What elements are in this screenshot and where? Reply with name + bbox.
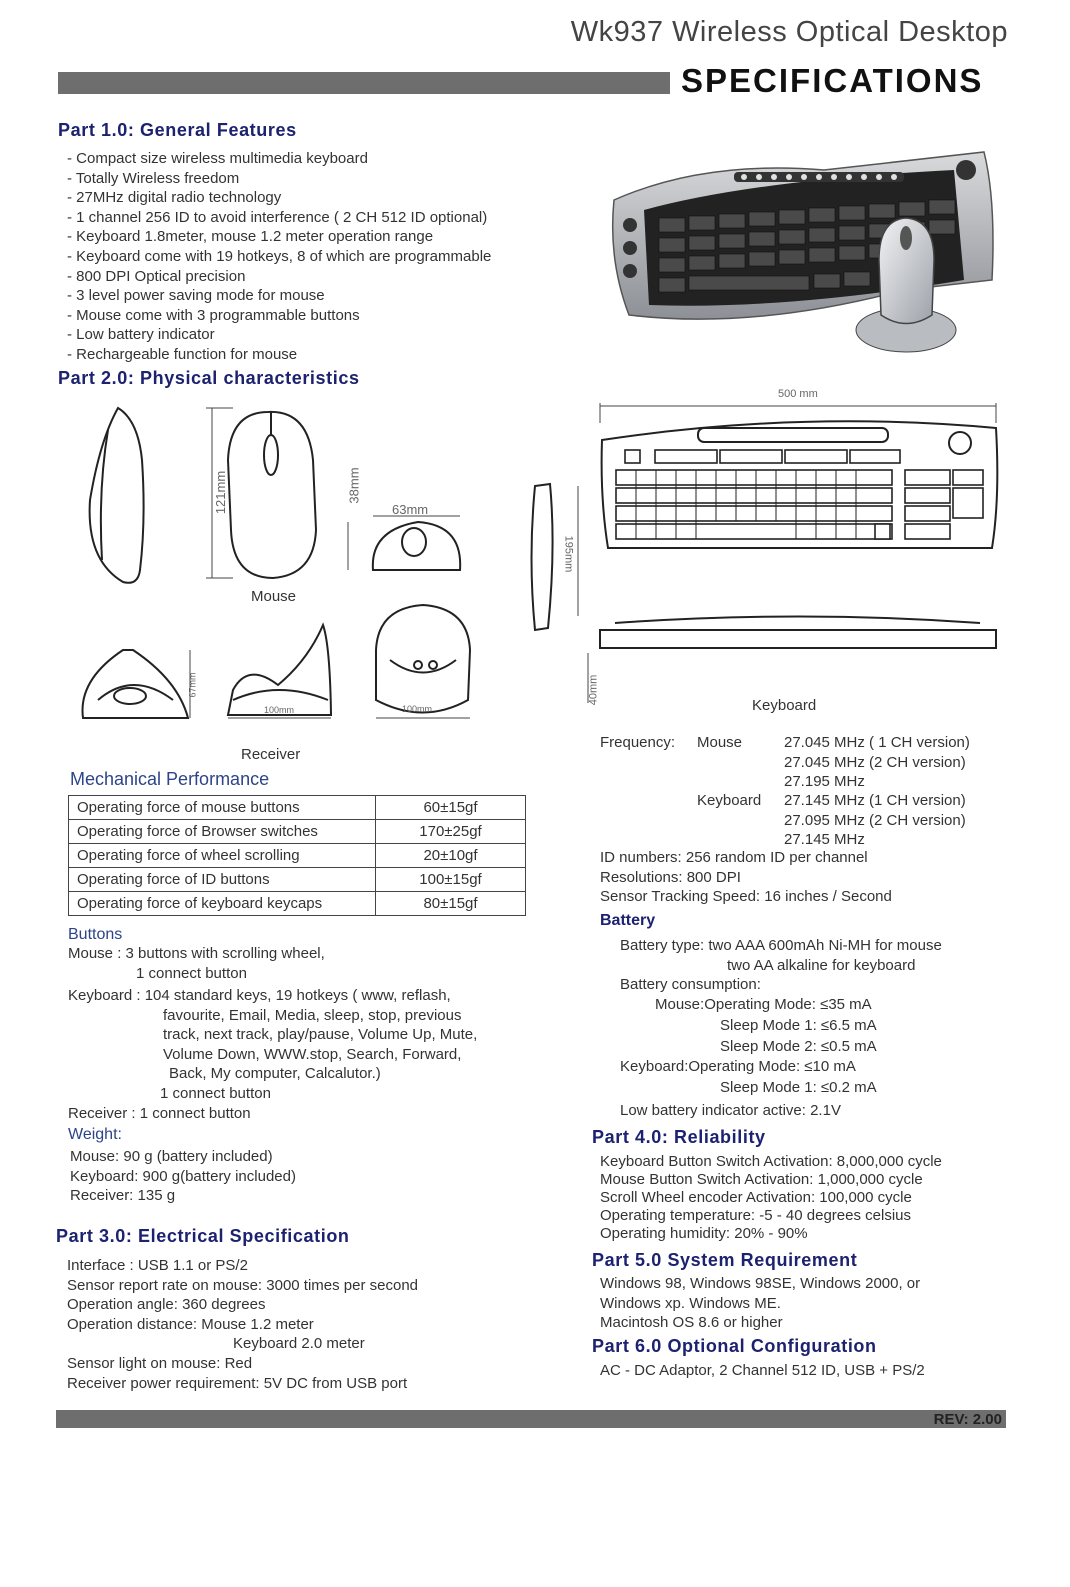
text-line: Keyboard 2.0 meter [233,1335,365,1353]
frequency-mouse-values [784,733,970,792]
text-line: Mouse : 3 buttons with scrolling wheel, [68,945,325,962]
dim-keyboard-width: 500 mm [778,388,818,400]
text-line: Receiver power requirement: 5V DC from USB port [67,1374,408,1392]
list-item: - 27MHz digital radio technology [67,189,282,207]
keyboard-caption: Keyboard [752,697,817,714]
text-line: favourite, Email, Media, sleep, stop, previous [163,1006,462,1024]
list-item: - Mouse come with 3 programmable buttons [67,306,360,324]
battery-type-keyboard: two AA alkaline for keyboard [727,957,916,974]
part2-heading: Part 2.0: Physical characteristics [58,368,360,388]
text-line: Operating temperature: -5 - 40 degrees celsius [600,1207,911,1224]
text-line: ID numbers: 256 random ID per channel [600,849,868,866]
mouse-receiver-drawings [78,400,498,730]
table-row [69,892,526,916]
part4-heading: Part 4.0: Reliability [592,1127,766,1147]
text-line: Sensor light on mouse: Red [67,1354,253,1372]
dim-receiver-width: 100mm [264,705,295,715]
battery-keyboard-operating: Keyboard:Operating Mode: ≤10 mA [620,1058,856,1075]
battery-type: Battery type: two AAA 600mAh Ni-MH for mouse [620,937,942,954]
dim-receiver-height: 67mm [187,672,198,698]
dim-keyboard-height: 40mm [587,674,600,706]
text-line: Windows xp. Windows ME. [600,1294,781,1312]
buttons-keyboard [68,986,477,1104]
optional-configuration: AC - DC Adaptor, 2 Channel 512 ID, USB + PS/2 [600,1362,925,1379]
list-item: - Rechargeable function for mouse [67,345,298,363]
table-row [69,820,526,844]
table-cell: 20±10gf [376,844,526,868]
text-line: Operating humidity: 20% - 90% [600,1225,808,1242]
part1-heading: Part 1.0: General Features [58,120,297,140]
frequency-keyboard-values [784,791,966,850]
text-line: Keyboard : 104 standard keys, 19 hotkeys ( www, reflash, [68,987,451,1004]
revision-label: REV: 2.00 [933,1411,1002,1428]
product-photo [604,140,1004,360]
part3-heading: Part 3.0: Electrical Specification [56,1226,350,1246]
list-item: - Totally Wireless freedom [67,169,240,187]
specifications-label: SPECIFICATIONS [681,62,984,99]
text-line: Macintosh OS 8.6 or higher [600,1314,783,1332]
text-line: 27.095 MHz (2 CH version) [784,811,966,829]
buttons-receiver: Receiver : 1 connect button [68,1105,251,1122]
text-line: Keyboard Button Switch Activation: 8,000,000 cycle [600,1153,942,1170]
part5-heading: Part 5.0 System Requirement [592,1250,858,1270]
buttons-mouse [68,944,325,983]
footer-bar [56,1410,1006,1428]
text-line: 27.145 MHz (1 CH version) [784,792,966,809]
buttons-title: Buttons [68,926,123,943]
text-line: Interface : USB 1.1 or PS/2 [67,1257,248,1274]
table-cell: 100±15gf [376,868,526,892]
text-line: Resolutions: 800 DPI [600,868,741,886]
text-line: track, next track, play/pause, Volume Up, Mute, [163,1026,478,1044]
table-cell: Operating force of wheel scrolling [69,844,376,868]
table-cell: Operating force of keyboard keycaps [69,892,376,916]
table-cell: 170±25gf [376,820,526,844]
text-line: Keyboard: 900 g(battery included) [70,1167,296,1185]
table-cell: Operating force of ID buttons [69,868,376,892]
list-item: - Compact size wireless multimedia keyboard [67,150,368,167]
frequency-other-lines [600,848,892,907]
battery-heading: Battery [600,912,656,929]
table-row [69,844,526,868]
text-line: 27.145 MHz [784,831,865,849]
table-row [69,796,526,820]
mechanical-performance-table [68,795,526,916]
table-row [69,868,526,892]
electrical-spec-lines [67,1256,418,1393]
reliability-lines [600,1153,942,1243]
battery-keyboard-sleep1: Sleep Mode 1: ≤0.2 mA [720,1079,877,1096]
weight-title: Weight: [68,1126,122,1143]
text-line: 27.195 MHz [784,773,865,791]
header-bar [58,72,670,94]
list-item: - 800 DPI Optical precision [67,267,246,285]
dim-mouse-width: 63mm [392,502,429,517]
system-requirement-lines [600,1274,920,1333]
list-item: - 1 channel 256 ID to avoid interference ( 2 CH 512 ID optional) [67,208,488,226]
text-line: Mouse: 90 g (battery included) [70,1148,273,1165]
text-line: Receiver: 135 g [70,1187,176,1205]
document-title: Wk937 Wireless Optical Desktop [570,16,1008,48]
battery-mouse-sleep1: Sleep Mode 1: ≤6.5 mA [720,1017,877,1034]
text-line: 1 connect button [160,1084,271,1102]
text-line: 27.045 MHz ( 1 CH version) [784,734,970,751]
text-line: Scroll Wheel encoder Activation: 100,000 cycle [600,1189,912,1206]
text-line: Operation angle: 360 degrees [67,1296,266,1314]
mouse-caption: Mouse [251,588,297,605]
frequency-label: Frequency: [600,734,676,751]
weight-lines [70,1147,296,1206]
list-item: - Low battery indicator [67,326,215,344]
part6-heading: Part 6.0 Optional Configuration [592,1336,877,1356]
list-item: - Keyboard 1.8meter, mouse 1.2 meter operation range [67,228,434,246]
dim-receiver-width: 100mm [402,704,433,714]
text-line: Operation distance: Mouse 1.2 meter [67,1315,314,1333]
receiver-caption: Receiver [241,746,301,763]
frequency-keyboard-label: Keyboard [697,792,762,809]
text-line: Windows 98, Windows 98SE, Windows 2000, or [600,1275,921,1292]
text-line: Sensor Tracking Speed: 16 inches / Second [600,888,892,906]
low-battery-indicator: Low battery indicator active: 2.1V [620,1102,841,1119]
table-cell: 60±15gf [376,796,526,820]
battery-mouse-operating: Mouse:Operating Mode: ≤35 mA [655,996,872,1013]
text-line: 1 connect button [136,964,247,982]
text-line: Mouse Button Switch Activation: 1,000,000 cycle [600,1171,923,1188]
text-line: Sensor report rate on mouse: 3000 times per second [67,1276,419,1294]
mechanical-performance-title: Mechanical Performance [70,769,270,789]
dim-mouse-height: 38mm [346,467,362,504]
dim-keyboard-depth: 195mm [562,535,575,573]
list-item: - 3 level power saving mode for mouse [67,287,325,305]
text-line: Back, My computer, Calcalutor.) [169,1065,381,1083]
table-cell: Operating force of Browser switches [69,820,376,844]
text-line: 27.045 MHz (2 CH version) [784,753,966,771]
table-cell: Operating force of mouse buttons [69,796,376,820]
dim-mouse-length: 121mm [213,470,229,515]
text-line: Volume Down, WWW.stop, Search, Forward, [163,1045,462,1063]
frequency-mouse-label: Mouse [697,734,743,751]
battery-mouse-sleep2: Sleep Mode 2: ≤0.5 mA [720,1038,877,1055]
battery-consumption: Battery consumption: [620,976,761,993]
table-cell: 80±15gf [376,892,526,916]
list-item: - Keyboard come with 19 hotkeys, 8 of which are programmable [67,247,492,265]
keyboard-drawings [520,398,1005,708]
feature-list [67,149,491,365]
